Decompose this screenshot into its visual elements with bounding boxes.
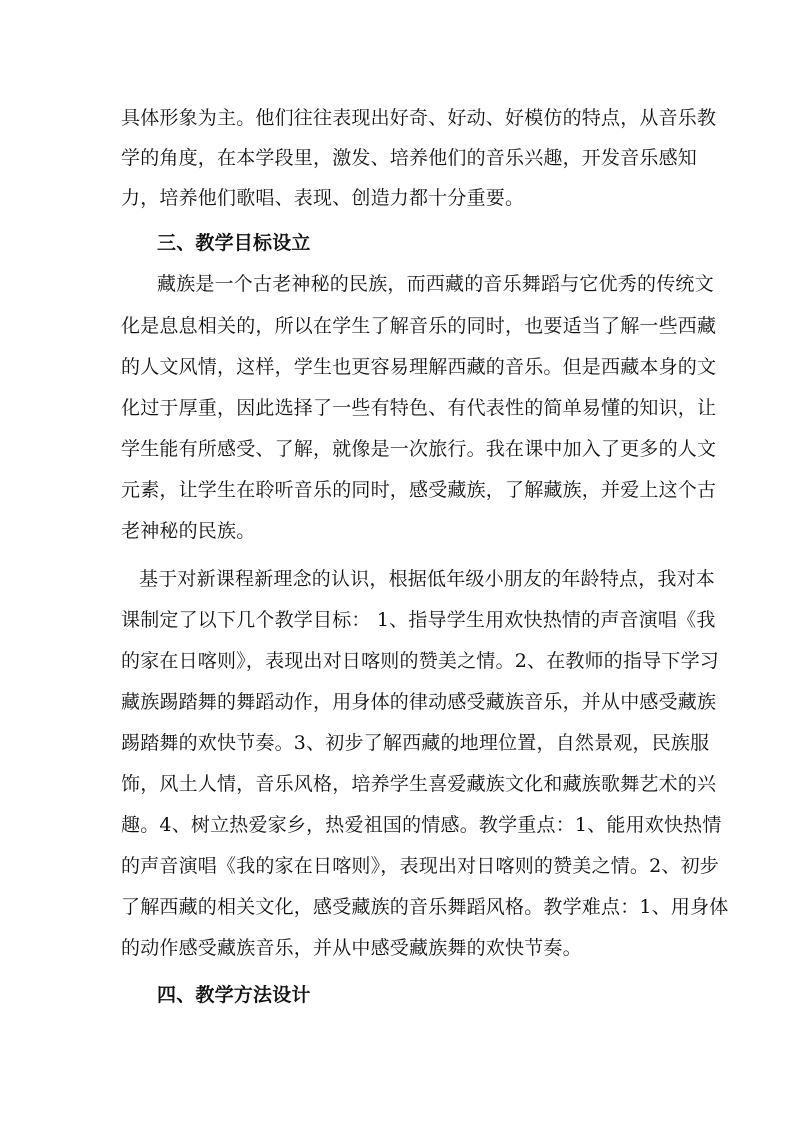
paragraph-line: 元素，让学生在聆听音乐的同时，感受藏族，了解藏族，并爱上这个古 [121, 479, 717, 501]
paragraph-line: 学生能有所感受、了解，就像是一次旅行。我在课中加入了更多的人文 [121, 438, 717, 460]
paragraph-line: 趣。4、树立热爱家乡，热爱祖国的情感。教学重点：1、能用欢快热情 [121, 814, 722, 836]
paragraph-line: 的人文风情，这样，学生也更容易理解西藏的音乐。但是西藏本身的文 [121, 356, 717, 378]
paragraph-line: 的家在日喀则》，表现出对日喀则的赞美之情。2、在教师的指导下学习 [121, 650, 719, 672]
section-heading-methods: 四、教学方法设计 [157, 984, 311, 1006]
paragraph-line: 基于对新课程新理念的认识，根据低年级小朋友的年龄特点，我对本 [139, 568, 716, 590]
paragraph-line: 藏族踢踏舞的舞蹈动作，用身体的律动感受藏族音乐，并从中感受藏族 [121, 691, 717, 713]
paragraph-line: 力，培养他们歌唱、表现、创造力都十分重要。 [121, 187, 525, 209]
paragraph-line: 的动作感受藏族音乐，并从中感受藏族舞的欢快节奏。 [121, 937, 582, 959]
paragraph-line: 的声音演唱《我的家在日喀则》，表现出对日喀则的赞美之情。2、初步 [121, 855, 719, 877]
paragraph-line: 具体形象为主。他们往往表现出好奇、好动、好模仿的特点，从音乐教 [121, 107, 717, 129]
paragraph-line: 学的角度，在本学段里，激发、培养他们的音乐兴趣，开发音乐感知 [121, 147, 698, 169]
paragraph-line: 饰，风土人情，音乐风格，培养学生喜爱藏族文化和藏族歌舞艺术的兴 [121, 773, 717, 795]
paragraph-line: 藏族是一个古老神秘的民族，而西藏的音乐舞蹈与它优秀的传统文 [157, 273, 714, 295]
paragraph-line: 了解西藏的相关文化，感受藏族的音乐舞蹈风格。教学难点：1、用身体 [121, 896, 729, 918]
paragraph-line: 化是息息相关的，所以在学生了解音乐的同时，也要适当了解一些西藏 [121, 315, 717, 337]
section-heading-goals: 三、教学目标设立 [157, 232, 311, 254]
paragraph-line: 化过于厚重，因此选择了一些有特色、有代表性的简单易懂的知识，让 [121, 397, 717, 419]
paragraph-line: 踢踏舞的欢快节奏。3、初步了解西藏的地理位置，自然景观，民族服 [121, 732, 710, 754]
paragraph-line: 老神秘的民族。 [121, 520, 256, 542]
paragraph-line: 课制定了以下几个教学目标： 1、指导学生用欢快热情的声音演唱《我 [121, 609, 716, 631]
